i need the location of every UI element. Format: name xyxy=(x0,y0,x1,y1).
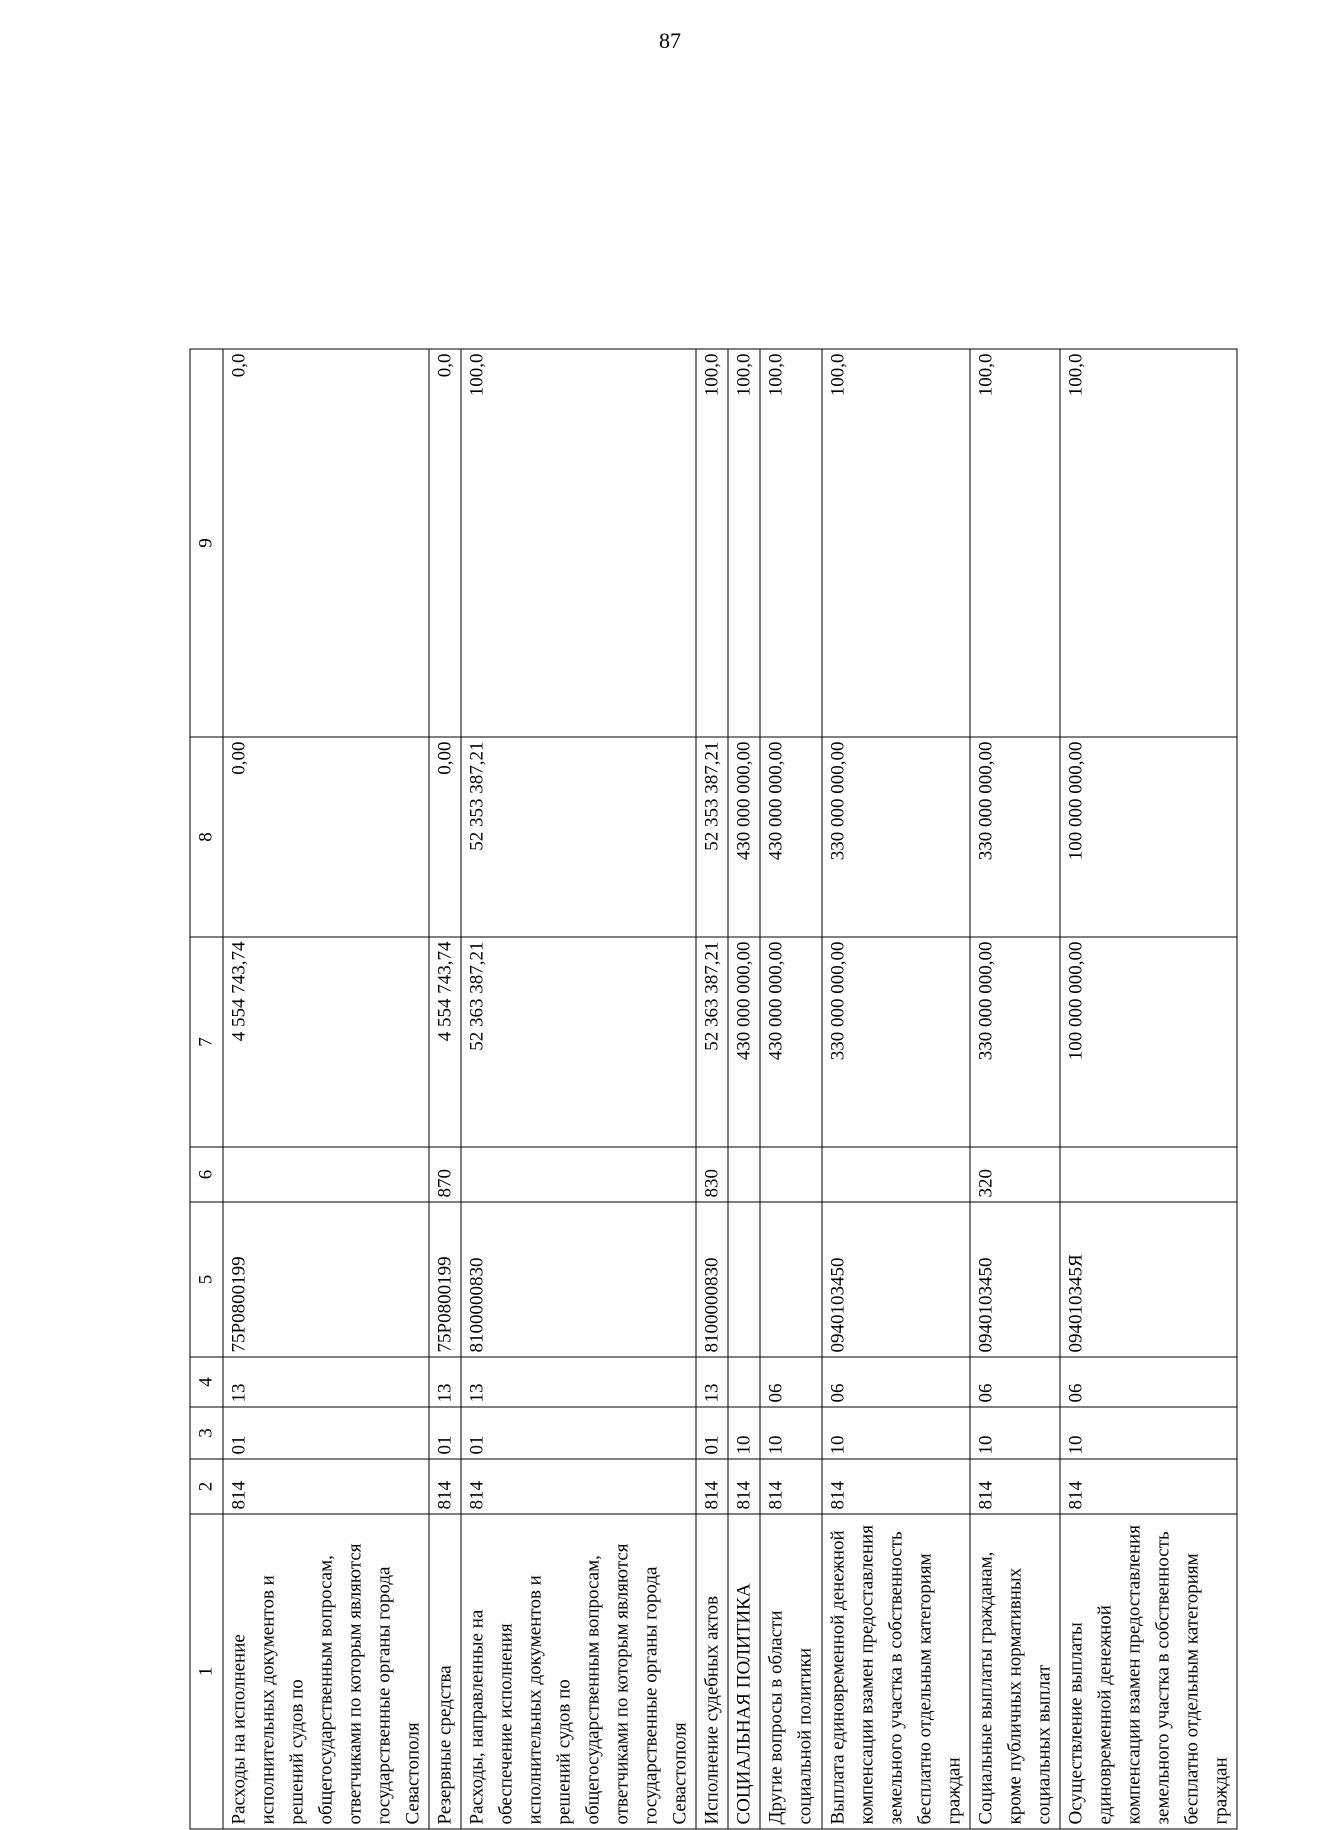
cell-col9: 0,0 xyxy=(429,349,461,737)
cell-col3: 10 xyxy=(1060,1407,1237,1459)
cell-col5: 8100000830 xyxy=(461,1202,696,1357)
cell-col2: 814 xyxy=(223,1459,429,1514)
cell-col4: 06 xyxy=(970,1357,1060,1407)
cell-col9: 0,0 xyxy=(223,349,429,737)
cell-col6: 320 xyxy=(970,1147,1060,1202)
header-cell: 8 xyxy=(190,737,223,937)
cell-col7: 100 000 000,00 xyxy=(1060,937,1237,1147)
cell-col6 xyxy=(822,1147,970,1202)
cell-col2: 814 xyxy=(696,1459,728,1514)
cell-col4: 06 xyxy=(822,1357,970,1407)
table-row xyxy=(429,349,461,1829)
cell-col2: 814 xyxy=(1060,1459,1237,1514)
row-name: СОЦИАЛЬНАЯ ПОЛИТИКА xyxy=(728,1514,760,1829)
cell-col8: 330 000 000,00 xyxy=(822,737,970,937)
cell-col3: 10 xyxy=(822,1407,970,1459)
cell-col2: 814 xyxy=(429,1459,461,1514)
cell-col3: 01 xyxy=(461,1407,696,1459)
cell-col5: 0940103450 xyxy=(822,1202,970,1357)
header-cell: 7 xyxy=(190,937,223,1147)
cell-col7: 4 554 743,74 xyxy=(429,937,461,1147)
row-name: Расходы на исполнение исполнительных документов и решений судов по общегосударственным вопросам, ответчиками по которым являются государственные органы города Севастополя xyxy=(223,1514,429,1829)
cell-col7: 430 000 000,00 xyxy=(760,937,822,1147)
cell-col8: 430 000 000,00 xyxy=(728,737,760,937)
cell-col4: 13 xyxy=(223,1357,429,1407)
cell-col5 xyxy=(728,1202,760,1357)
cell-col7: 430 000 000,00 xyxy=(728,937,760,1147)
row-name: Резервные средства xyxy=(429,1514,461,1829)
cell-col2: 814 xyxy=(728,1459,760,1514)
table-row xyxy=(223,349,429,1829)
cell-col4: 06 xyxy=(1060,1357,1237,1407)
cell-col6: 830 xyxy=(696,1147,728,1202)
cell-col5 xyxy=(760,1202,822,1357)
table-row xyxy=(696,349,728,1829)
cell-col9: 100,0 xyxy=(760,349,822,737)
cell-col7: 52 363 387,21 xyxy=(461,937,696,1147)
cell-col9: 100,0 xyxy=(1060,349,1237,737)
cell-col8: 330 000 000,00 xyxy=(970,737,1060,937)
table-row xyxy=(461,349,696,1829)
cell-col9: 100,0 xyxy=(822,349,970,737)
cell-col7: 4 554 743,74 xyxy=(223,937,429,1147)
header-row xyxy=(190,349,223,1829)
cell-col9: 100,0 xyxy=(728,349,760,737)
table-row xyxy=(822,349,970,1829)
cell-col9: 100,0 xyxy=(696,349,728,737)
cell-col8: 0,00 xyxy=(223,737,429,937)
cell-col6 xyxy=(223,1147,429,1202)
cell-col8: 430 000 000,00 xyxy=(760,737,822,937)
cell-col5: 094010345Я xyxy=(1060,1202,1237,1357)
cell-col7: 52 363 387,21 xyxy=(696,937,728,1147)
cell-col3: 01 xyxy=(429,1407,461,1459)
page-number: 87 xyxy=(659,28,681,53)
cell-col2: 814 xyxy=(760,1459,822,1514)
row-name: Другие вопросы в области социальной политики xyxy=(760,1514,822,1829)
header-cell: 5 xyxy=(190,1202,223,1357)
table-row xyxy=(970,349,1060,1829)
cell-col4: 13 xyxy=(429,1357,461,1407)
cell-col5: 8100000830 xyxy=(696,1202,728,1357)
cell-col4 xyxy=(728,1357,760,1407)
cell-col8: 100 000 000,00 xyxy=(1060,737,1237,937)
cell-col8: 52 353 387,21 xyxy=(461,737,696,937)
cell-col2: 814 xyxy=(822,1459,970,1514)
row-name: Социальные выплаты гражданам, кроме публичных нормативных социальных выплат xyxy=(970,1514,1060,1829)
cell-col6 xyxy=(1060,1147,1237,1202)
cell-col7: 330 000 000,00 xyxy=(970,937,1060,1147)
header-cell: 1 xyxy=(190,1514,223,1829)
header-cell: 3 xyxy=(190,1407,223,1459)
row-name: Расходы, направленные на обеспечение исполнения исполнительных документов и решений судов по общегосударственным вопросам, ответчиками по которым являются государственные органы города Севастополя xyxy=(461,1514,696,1829)
cell-col6 xyxy=(728,1147,760,1202)
table-row xyxy=(760,349,822,1829)
header-cell: 2 xyxy=(190,1459,223,1514)
cell-col7: 330 000 000,00 xyxy=(822,937,970,1147)
cell-col5: 75Р0800199 xyxy=(223,1202,429,1357)
cell-col6 xyxy=(461,1147,696,1202)
cell-col5: 0940103450 xyxy=(970,1202,1060,1357)
cell-col4: 13 xyxy=(696,1357,728,1407)
cell-col9: 100,0 xyxy=(970,349,1060,737)
cell-col3: 10 xyxy=(760,1407,822,1459)
cell-col8: 0,00 xyxy=(429,737,461,937)
cell-col3: 01 xyxy=(223,1407,429,1459)
table-row xyxy=(1060,349,1237,1829)
cell-col6: 870 xyxy=(429,1147,461,1202)
budget-table xyxy=(190,349,1238,1830)
budget-table-rotated xyxy=(190,350,1232,1830)
row-name: Выплата единовременной денежной компенсации взамен предоставления земельного участка в собственность бесплатно отдельным категориям граждан xyxy=(822,1514,970,1829)
cell-col3: 10 xyxy=(970,1407,1060,1459)
header-cell: 6 xyxy=(190,1147,223,1202)
row-name: Исполнение судебных актов xyxy=(696,1514,728,1829)
cell-col4: 13 xyxy=(461,1357,696,1407)
cell-col3: 10 xyxy=(728,1407,760,1459)
header-cell: 4 xyxy=(190,1357,223,1407)
table-row xyxy=(728,349,760,1829)
cell-col2: 814 xyxy=(970,1459,1060,1514)
row-name: Осуществление выплаты единовременной денежной компенсации взамен предоставления земельного участка в собственность бесплатно отдельным категориям граждан xyxy=(1060,1514,1237,1829)
cell-col8: 52 353 387,21 xyxy=(696,737,728,937)
cell-col5: 75Р0800199 xyxy=(429,1202,461,1357)
cell-col4: 06 xyxy=(760,1357,822,1407)
cell-col9: 100,0 xyxy=(461,349,696,737)
cell-col6 xyxy=(760,1147,822,1202)
cell-col3: 01 xyxy=(696,1407,728,1459)
cell-col2: 814 xyxy=(461,1459,696,1514)
header-cell: 9 xyxy=(190,349,223,737)
